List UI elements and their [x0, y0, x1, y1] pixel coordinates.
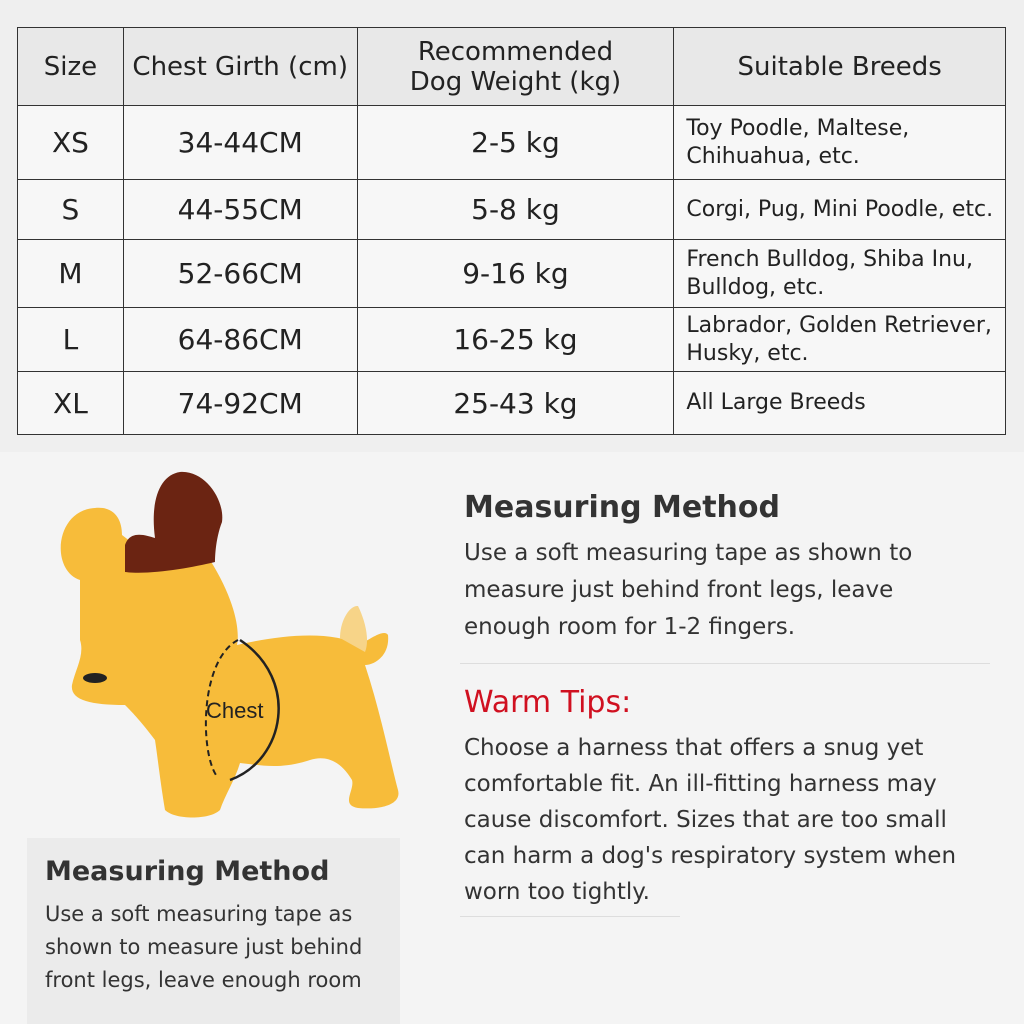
size-cell: M	[18, 240, 124, 308]
chest-cell: 74-92CM	[123, 372, 357, 435]
table-header-row	[18, 28, 1006, 106]
dog-illustration	[40, 460, 420, 830]
breeds-cell: French Bulldog, Shiba Inu, Bulldog, etc.	[674, 240, 1006, 308]
breeds-cell: Labrador, Golden Retriever, Husky, etc.	[674, 308, 1006, 372]
weight-cell: 5-8 kg	[357, 180, 674, 240]
weight-cell: 9-16 kg	[357, 240, 674, 308]
table-row	[18, 180, 1006, 240]
size-cell: S	[18, 180, 124, 240]
header-breeds: Suitable Breeds	[674, 28, 1006, 106]
breeds-cell: Toy Poodle, Maltese, Chihuahua, etc.	[674, 106, 1006, 180]
chest-label: Chest	[206, 698, 264, 723]
weight-cell: 25-43 kg	[357, 372, 674, 435]
caption-text: Use a soft measuring tape as shown to measure just behind front legs, leave enough room	[45, 902, 363, 992]
table-row	[18, 240, 1006, 308]
divider	[460, 916, 680, 917]
table-row	[18, 372, 1006, 435]
measuring-text: Use a soft measuring tape as shown to measure just behind front legs, leave enough room for 1-2 fingers.	[464, 540, 913, 640]
chest-cell: 64-86CM	[123, 308, 357, 372]
size-cell: XL	[18, 372, 124, 435]
breeds-cell: Corgi, Pug, Mini Poodle, etc.	[674, 180, 1006, 240]
size-cell: L	[18, 308, 124, 372]
divider	[460, 663, 990, 664]
caption-title: Measuring Method	[45, 856, 330, 887]
warm-tips-text: Choose a harness that offers a snug yet comfortable fit. An ill-fitting harness may cause discomfort. Sizes that are too small can harm a dog's respiratory system when worn too tightly.	[464, 735, 957, 905]
size-chart-table	[17, 27, 1006, 435]
dog-ear-icon	[125, 472, 222, 573]
table-row	[18, 106, 1006, 180]
weight-cell: 16-25 kg	[357, 308, 674, 372]
table-row	[18, 308, 1006, 372]
chest-cell: 34-44CM	[123, 106, 357, 180]
measuring-title: Measuring Method	[464, 490, 780, 525]
caption-box	[27, 838, 400, 1024]
warm-tips-title: Warm Tips:	[464, 685, 632, 720]
chest-cell: 52-66CM	[123, 240, 357, 308]
header-chest: Chest Girth (cm)	[123, 28, 357, 106]
chest-cell: 44-55CM	[123, 180, 357, 240]
dog-body	[61, 508, 399, 818]
header-weight: Recommended Dog Weight (kg)	[357, 28, 674, 106]
eye-icon	[83, 673, 107, 683]
weight-cell: 2-5 kg	[357, 106, 674, 180]
breeds-cell: All Large Breeds	[674, 372, 1006, 435]
size-cell: XS	[18, 106, 124, 180]
header-size: Size	[18, 28, 124, 106]
